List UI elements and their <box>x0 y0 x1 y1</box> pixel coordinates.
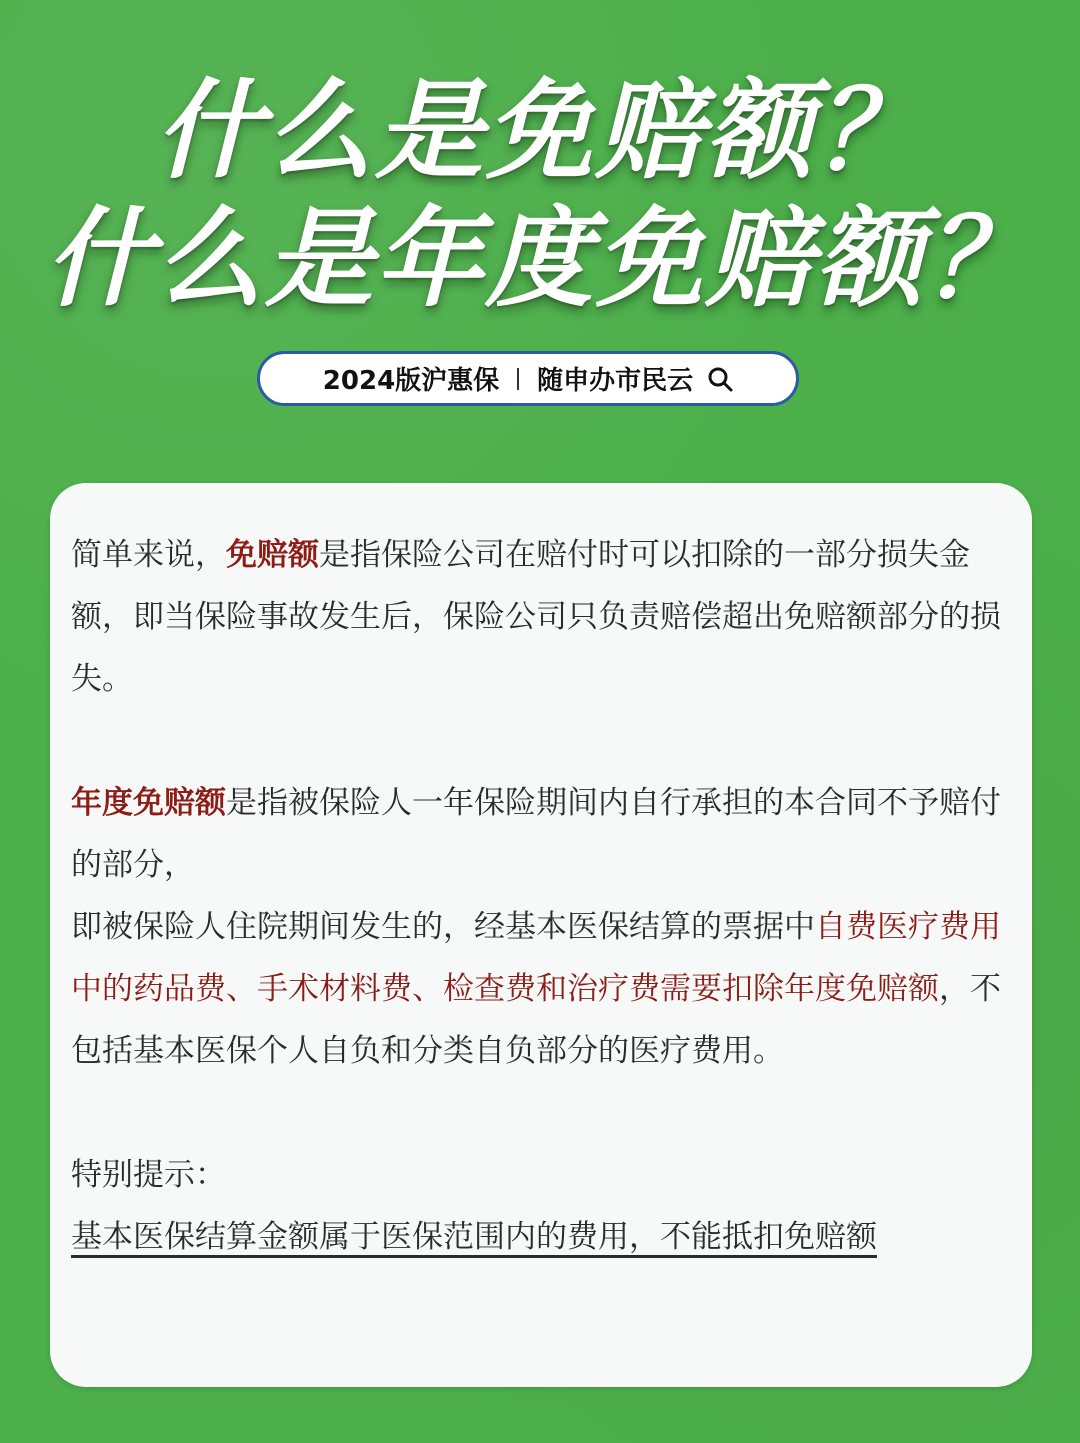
content-card <box>50 483 1032 1387</box>
page-title-line-1: 什么是免赔额？ <box>154 69 925 194</box>
p3-highlight: 自费医疗费用中的药品费、手术材料费、检查费和治疗费需要扣除年度免赔额 <box>71 909 1001 1007</box>
pill-divider <box>517 368 519 390</box>
spacer <box>71 1082 1011 1144</box>
p1-prefix: 简单来说， <box>71 537 226 573</box>
p3-rest: ，不包括基本医保个人自负和分类自负部分的医疗费用。 <box>71 971 1001 1069</box>
tip-text: 基本医保结算金额属于医保范围内的费用，不能抵扣免赔额 <box>71 1219 877 1255</box>
p2-highlight: 年度免赔额 <box>71 785 226 821</box>
search-pill[interactable] <box>257 351 799 406</box>
tip-label: 特别提示： <box>71 1157 226 1193</box>
p2-rest: 是指被保险人一年保险期间内自行承担的本合同不予赔付的部分， <box>71 785 1001 883</box>
search-icon[interactable] <box>707 366 733 392</box>
search-pill-right-text: 随申办市民云 <box>537 366 694 396</box>
p1-highlight: 免赔额 <box>226 537 319 573</box>
spacer <box>71 710 1011 772</box>
p3-prefix: 即被保险人住院期间发生的，经基本医保结算的票据中 <box>71 909 815 945</box>
p1-rest: 是指保险公司在赔付时可以扣除的一部分损失金额，即当保险事故发生后，保险公司只负责赔偿超出免赔额部分的损失。 <box>71 537 1001 697</box>
paragraph-annual-deductible <box>71 772 1011 896</box>
page-title-line-2: 什么是年度免赔额？ <box>44 197 1035 322</box>
paragraph-annual-detail <box>71 896 1011 1082</box>
search-pill-left-text: 2024版沪惠保 <box>322 366 500 396</box>
paragraph-deductible <box>71 524 1011 710</box>
